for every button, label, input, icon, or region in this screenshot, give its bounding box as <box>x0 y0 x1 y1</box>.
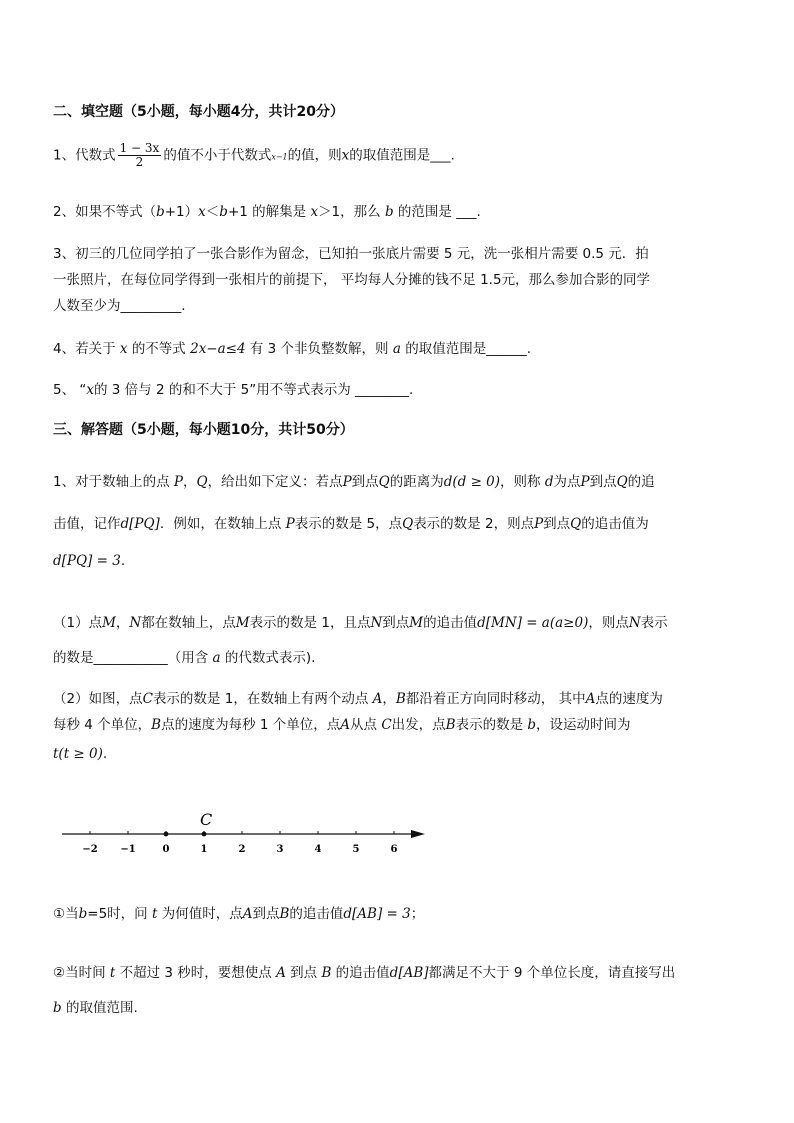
fill-question-5: 5、 “x的 3 倍与 2 的和不大于 5”用不等式表示为 ________. <box>53 382 414 398</box>
part-1-line-2: 的数是___________（用含 a 的代数式表示). <box>53 650 316 666</box>
fill-question-3-line-3: 人数至少为_________. <box>53 298 186 314</box>
solve-question-1-line-3: d[PQ] = 3. <box>53 553 126 569</box>
axis-arrow-icon <box>411 830 425 838</box>
tick-label: 4 <box>314 844 322 855</box>
fill-question-3-line-2: 一张照片，在每位同学得到一张相片的前提下， 平均每人分摊的钱不足 1.5元，那么参加合影的同学 <box>53 272 651 288</box>
part-2-line-2: 每秒 4 个单位，B点的速度为每秒 1 个单位，点A从点 C出发，点B表示的数是 b，设运动时间为 <box>53 717 631 733</box>
fill-question-2: 2、如果不等式（b+1）x＜b+1 的解集是 x＞1，那么 b 的范围是 ___. <box>53 204 481 220</box>
section2-title: 二、填空题（5小题，每小题4分，共计20分） <box>53 104 344 120</box>
point-c-label: C <box>200 810 213 829</box>
tick-label: 2 <box>238 844 246 855</box>
tick-label: 5 <box>352 844 360 855</box>
tick-label: −1 <box>120 844 136 855</box>
point-c <box>202 832 207 837</box>
part-1-line-1: （1）点M，N都在数轴上，点M表示的数是 1，且点N到点M的追击值d[MN] = a(a≥0)，则点N表示 <box>53 615 668 631</box>
part-2-line-1: （2）如图，点C表示的数是 1，在数轴上有两个动点 A，B都沿着正方向同时移动， 其中A点的速度为 <box>53 691 663 707</box>
fraction: $\frac{1 - 3x}{2}$ <box>119 141 160 169</box>
tick-label: −2 <box>82 844 98 855</box>
section3-title: 三、解答题（5小题，每小题10分，共计50分） <box>53 422 354 438</box>
fill-question-4: 4、若关于 x 的不等式 2x−a≤4 有 3 个非负整数解，则 a 的取值范围是______. <box>53 341 531 357</box>
fill-question-1: 1、代数式 $\frac{1 - 3x}{2}$ 的值不小于代数式x−1的值，则x的取值范围是___. <box>53 141 455 169</box>
sub-question-1: ①当b=5时，问 t 为何值时，点A到点B的追击值d[AB] = 3； <box>53 906 425 922</box>
tick-label: 6 <box>390 844 398 855</box>
number-line-figure <box>55 805 435 860</box>
fill-question-3-line-1: 3、初三的几位同学拍了一张合影作为留念，已知拍一张底片需要 5 元，洗一张相片需要 0.5 元．拍 <box>53 246 649 262</box>
solve-question-1-line-2: 击值，记作d[PQ]．例如，在数轴上点 P表示的数是 5，点Q表示的数是 2，则点P到点Q的追击值为 <box>53 516 649 532</box>
solve-question-1-line-1: 1、对于数轴上的点 P，Q，给出如下定义：若点P到点Q的距离为d(d ≥ 0)，则称 d为点P到点Q的追 <box>53 474 655 490</box>
sub-question-2-line-1: ②当时间 t 不超过 3 秒时，要想使点 A 到点 B 的追击值d[AB]都满足不大于 9 个单位长度，请直接写出 <box>53 965 676 981</box>
part-2-line-3: t(t ≥ 0). <box>53 746 108 762</box>
sub-question-2-line-2: b 的取值范围. <box>53 1000 138 1016</box>
origin-point <box>164 832 169 837</box>
tick-label: 3 <box>276 844 284 855</box>
tick-label: 1 <box>200 844 208 855</box>
tick-label: 0 <box>162 844 170 855</box>
